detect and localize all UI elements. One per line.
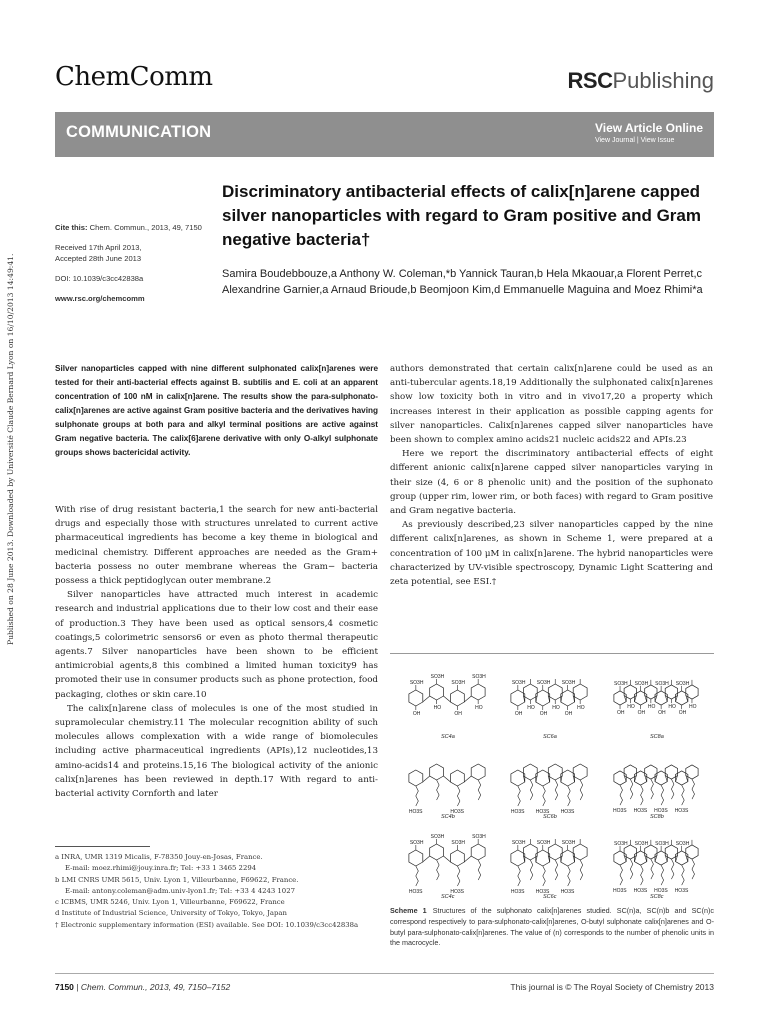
methylene-bridge — [423, 856, 430, 862]
phenyl-ring — [523, 764, 537, 780]
butyl-chain — [416, 866, 419, 886]
sulfonate-label: HO3S — [654, 808, 668, 815]
hydroxyl-label: HO — [668, 704, 676, 711]
hydroxyl-label: HO — [475, 705, 483, 711]
phenyl-ring — [561, 690, 575, 706]
scheme-divider — [390, 653, 714, 654]
doi[interactable]: DOI: 10.1039/c3cc42838a — [55, 274, 144, 283]
phenyl-ring — [451, 850, 465, 866]
sulfonate-label: HO3S — [408, 809, 423, 815]
sulfonate-label: SO3H — [634, 840, 649, 847]
phenyl-ring — [451, 770, 465, 786]
butyl-chain — [661, 865, 664, 885]
phenyl-ring — [523, 684, 537, 700]
sulfonate-label: SO3H — [675, 840, 690, 847]
sulfonate-label: HO3S — [613, 888, 627, 895]
sulfonate-label: SO3H — [655, 680, 669, 687]
butyl-chain — [620, 785, 623, 805]
butyl-chain — [437, 860, 440, 880]
butyl-chain — [543, 866, 546, 886]
hydroxyl-label: OH — [514, 711, 523, 717]
body-column-left — [55, 503, 378, 801]
paragraph: Silver nanoparticles have attracted much interest in academic research and industrial applications due to their low cost and their ease of production.3 They have been used as optical sensors,4 cosmetic coatings,5 colorimetric sensors6 or even as photo thermal therapeutic agents.7 Silver nanoparticles have been shown to be efficient antimicrobial agents,8 this combined a limited human toxicity9 has promoted their use in consumer products such as phone protection, food packaging, clothes or skin care.10 — [55, 590, 378, 700]
butyl-chain — [580, 780, 583, 800]
compound-label: SC4b — [441, 814, 455, 820]
butyl-chain — [682, 865, 685, 885]
view-article-online-link[interactable]: View Article Online — [594, 121, 703, 135]
phenyl-ring — [573, 764, 587, 780]
sulfonate-label: SO3H — [536, 680, 551, 686]
phenyl-ring — [686, 765, 698, 779]
hydroxyl-label: OH — [617, 710, 625, 717]
body-column-right — [390, 362, 713, 589]
phenyl-ring — [471, 844, 485, 860]
hydroxyl-label: OH — [637, 710, 646, 717]
phenyl-ring — [536, 850, 550, 866]
methylene-bridge — [423, 696, 430, 702]
sulfonate-label: SO3H — [561, 840, 576, 846]
butyl-chain — [661, 785, 664, 805]
hydroxyl-label: OH — [564, 711, 573, 717]
author-list: Samira Boudebbouze,a Anthony W. Coleman,*b Yannick Tauran,b Hela Mkaouar,a Florent Perret,c Alexandrine Garnier,a Arnaud Brioude,b Beomjoon Kim,d Emmanuelle Maguina and Moez Rhimi*a — [222, 268, 703, 296]
methylene-bridge — [464, 776, 471, 782]
phenyl-ring — [573, 684, 587, 700]
butyl-chain — [641, 785, 644, 805]
hydroxyl-label: HO — [433, 705, 442, 711]
butyl-chain — [437, 780, 440, 800]
butyl-chain — [416, 786, 419, 806]
methylene-bridge — [464, 696, 471, 702]
view-links: View Article Online View Journal | View Issue — [594, 121, 703, 144]
phenyl-ring — [536, 690, 550, 706]
view-issue-link[interactable]: View Issue — [640, 137, 675, 144]
sulfonate-label: HO3S — [450, 889, 465, 895]
publisher-logo: RSCPublishing — [567, 68, 714, 93]
phenyl-ring — [511, 850, 525, 866]
sulfonate-label: SO3H — [430, 834, 445, 840]
methylene-bridge — [464, 856, 471, 862]
hydroxyl-label: OH — [539, 711, 548, 717]
footer-citation: Chem. Commun., 2013, 49, 7150–7152 — [80, 982, 231, 992]
sulfonate-label: HO3S — [613, 808, 627, 815]
sulfonate-label: HO3S — [633, 888, 648, 895]
butyl-chain — [568, 866, 571, 886]
phenyl-ring — [511, 770, 525, 786]
calixarene-structures — [395, 662, 713, 902]
phenyl-ring — [548, 764, 562, 780]
compound-label: SC8c — [650, 894, 664, 900]
view-journal-link[interactable]: View Journal — [594, 137, 635, 144]
footnote: E-mail: antony.coleman@adm.univ-lyon1.fr; Tel: +33 4 4243 1027 — [65, 886, 295, 895]
page-footer-left: 7150 | Chem. Commun., 2013, 49, 7150–7152 — [55, 982, 231, 992]
butyl-chain — [478, 780, 481, 800]
butyl-chain — [568, 786, 571, 806]
sulfonate-label: SO3H — [511, 840, 526, 846]
compound-label: SC6c — [543, 894, 557, 900]
phenyl-ring — [686, 685, 698, 699]
download-note: Published on 28 June 2013. Downloaded by Université Claude Bernard Lyon on 16/10/2013 14:49:41. — [6, 253, 15, 645]
footnote: d Institute of Industrial Science, University of Tokyo, Tokyo, Japan — [55, 909, 287, 918]
phenyl-ring — [430, 764, 444, 780]
butyl-chain — [641, 865, 644, 885]
sulfonate-label: SO3H — [409, 680, 424, 686]
journal-title: ChemComm — [55, 62, 213, 92]
methylene-bridge — [443, 696, 450, 702]
butyl-chain — [580, 860, 583, 880]
methylene-bridge — [423, 776, 430, 782]
sulfonate-label: SO3H — [536, 840, 551, 846]
phenyl-ring — [561, 770, 575, 786]
compound-label: SC8b — [650, 814, 664, 820]
copyright: This journal is © The Royal Society of Chemistry 2013 — [510, 982, 714, 992]
hydroxyl-label: OH — [678, 710, 687, 717]
footnote: c ICBMS, UMR 5246, Univ. Lyon 1, Villeurbanne, F69622, France — [55, 898, 285, 907]
compound-label: SC6b — [543, 814, 557, 820]
hydroxyl-label: OH — [454, 711, 462, 717]
citation: Cite this: Chem. Commun., 2013, 49, 7150 — [55, 223, 202, 232]
sulfonate-label: SO3H — [430, 674, 445, 680]
sulfonate-label: SO3H — [634, 680, 649, 687]
hydroxyl-label: OH — [658, 710, 666, 717]
butyl-chain — [543, 786, 546, 806]
sulfonate-label: SO3H — [655, 840, 669, 847]
scheme-caption: Scheme 1 Structures of the sulphonato calix[n]arenes studied. SC(n)a, SC(n)b and SC(n)c correspond respectively to para-sulphonato-calix[n]arenes, O-butyl sulphonate calix[n]arenes and O-butyl para-sulphonato-calix[n]arenes. The value of (n) corresponds to the number of phenolic units in the macrocycle. — [390, 906, 714, 948]
phenyl-ring — [511, 690, 525, 706]
butyl-chain — [530, 860, 533, 880]
butyl-chain — [630, 859, 633, 879]
compound-label: SC6a — [543, 734, 557, 740]
butyl-chain — [692, 859, 695, 879]
page-number: 7150 — [55, 982, 74, 992]
sulfonate-label: HO3S — [535, 809, 550, 815]
paragraph: Here we report the discriminatory antibacterial effects of eight different anionic calix[n]arene capped silver nanoparticles varying in their size (4, 6 or 8 phenolic unit) and the position of the suphonato group (upper rim, lower rim, or both faces) with regard to Gram positive and Gram negative bacteria. — [390, 449, 713, 517]
paragraph: The calix[n]arene class of molecules is one of the most studied in supramolecular chemistry.11 The molecular recognition ability of such molecules allows complexation with a wide range of biomolecules including active pharmaceutical ingredients (APIs),12 nucleotides,13 amino-acids14 and proteins.15,16 The biological activity of the anionic calix[n]arenes has been reviewed in depth.17 With regard to anti-bacterial activity Cornforth and later — [55, 703, 378, 800]
butyl-chain — [692, 779, 695, 799]
footnote: E-mail: moez.rhimi@jouy.inra.fr; Tel: +33 1 3465 2294 — [65, 864, 257, 873]
butyl-chain — [630, 779, 633, 799]
hydroxyl-label: HO — [527, 705, 535, 711]
butyl-chain — [671, 779, 674, 799]
sulfonate-label: SO3H — [614, 840, 628, 847]
hydroxyl-label: OH — [412, 711, 421, 717]
sulfonate-label: SO3H — [675, 680, 690, 687]
sulfonate-label: SO3H — [472, 834, 486, 840]
hydroxyl-label: HO — [688, 704, 697, 711]
sulfonate-label: HO3S — [674, 888, 689, 895]
article-title: Discriminatory antibacterial effects of calix[n]arene capped silver nanoparticles with regard to Gram positive and Gram negative bacteria† — [222, 182, 701, 249]
footnote-divider — [55, 846, 150, 847]
footnote: b LMI CNRS UMR 5615, Univ. Lyon 1, Villeurbanne, F69622, France. — [55, 875, 299, 884]
butyl-chain — [478, 860, 481, 880]
butyl-chain — [651, 779, 654, 799]
phenyl-ring — [548, 684, 562, 700]
abstract: Silver nanoparticles capped with nine different sulphonated calix[n]arenes were tested for their anti-bacterial effects against B. subtilis and E. coli at an apparent concentration of 100 nM in calix[n]arene. The results show the para-sulphonato-calix[n]arenes are active against Gram positive bacteria and the derivatives having sulphonate groups at both para and alkyl terminal positions are active against Gram negative bacteria. The calix[6]arene derivative with only O-alkyl sulphonate groups shows bactericidal activity. — [55, 364, 378, 457]
butyl-chain — [671, 859, 674, 879]
sulfonate-label: HO3S — [560, 889, 575, 895]
sulfonate-label: SO3H — [409, 840, 424, 846]
hydroxyl-label: HO — [647, 704, 656, 711]
phenyl-ring — [409, 850, 423, 866]
compound-label: SC4a — [441, 734, 455, 740]
sulfonate-label: HO3S — [535, 889, 550, 895]
dates: Received 17th April 2013, Accepted 28th June 2013 — [55, 243, 142, 263]
phenyl-ring — [561, 850, 575, 866]
phenyl-ring — [471, 764, 485, 780]
footnotes — [55, 852, 378, 931]
butyl-chain — [518, 786, 521, 806]
sulfonate-label: HO3S — [510, 809, 525, 815]
compound-label: SC8a — [650, 734, 664, 740]
footnote: † Electronic supplementary information (ESI) available. See DOI: 10.1039/c3cc42838a — [55, 920, 359, 929]
sulfonate-label: HO3S — [510, 889, 525, 895]
sulfonate-label: HO3S — [408, 889, 423, 895]
butyl-chain — [555, 780, 558, 800]
butyl-chain — [518, 866, 521, 886]
journal-url[interactable]: www.rsc.org/chemcomm — [55, 294, 145, 303]
scheme-1-figure — [395, 662, 713, 902]
hydroxyl-label: HO — [577, 705, 585, 711]
sulfonate-label: SO3H — [451, 840, 466, 846]
article-type-banner — [55, 112, 714, 157]
sulfonate-label: HO3S — [450, 809, 465, 815]
sulfonate-label: SO3H — [614, 680, 628, 687]
phenyl-ring — [430, 684, 444, 700]
phenyl-ring — [536, 770, 550, 786]
methylene-bridge — [443, 776, 450, 782]
phenyl-ring — [686, 845, 698, 859]
paragraph: With rise of drug resistant bacteria,1 the search for new anti-bacterial drugs and especially those with structures unrelated to current active pharmaceutical ingredients has become a key theme in biological and medicinal chemistry. Different approaches are needed as the Gram+ bacteria possess no outer membrane whereas the Gram− bacteria possess a thick peptidoglycan outer membrane.2 — [55, 505, 378, 587]
butyl-chain — [555, 860, 558, 880]
article-metadata — [55, 222, 215, 313]
paragraph: authors demonstrated that certain calix[n]arene could be used as an anti-tubercular agents.18,19 Additionally the sulphonated calix[n]arenes show low toxicity both in vitro and in vivo17,20 a property which increases interest in their application as possible capping agents for silver nanoparticles. Calix[n]arenes capped silver nanoparticles have been shown to complex amino acids21 nucleic acids22 and APIs.23 — [390, 364, 713, 446]
butyl-chain — [620, 865, 623, 885]
paragraph: As previously described,23 silver nanoparticles capped by the nine different calix[n]arenes, as shown in Scheme 1, were prepared at a concentration of 100 μM in calix[n]arene. The hybrid nanoparticles were characterized by UV-visible spectroscopy, Dynamic Light Scattering and zeta potential, see ESI.† — [390, 520, 713, 588]
butyl-chain — [530, 780, 533, 800]
phenyl-ring — [471, 684, 485, 700]
butyl-chain — [651, 859, 654, 879]
phenyl-ring — [409, 690, 423, 706]
compound-label: SC4c — [441, 894, 455, 900]
sulfonate-label: HO3S — [633, 808, 648, 815]
sulfonate-label: HO3S — [560, 809, 575, 815]
phenyl-ring — [548, 844, 562, 860]
footnote: a INRA, UMR 1319 Micalis, F-78350 Jouy-en-Josas, France. — [55, 853, 263, 861]
methylene-bridge — [443, 856, 450, 862]
footer-divider — [55, 973, 714, 974]
sulfonate-label: HO3S — [654, 888, 668, 895]
sulfonate-label: SO3H — [472, 674, 486, 680]
article-type: COMMUNICATION — [66, 123, 212, 141]
sulfonate-label: HO3S — [674, 808, 689, 815]
sulfonate-label: SO3H — [561, 680, 576, 686]
phenyl-ring — [409, 770, 423, 786]
phenyl-ring — [523, 844, 537, 860]
butyl-chain — [682, 785, 685, 805]
phenyl-ring — [573, 844, 587, 860]
phenyl-ring — [430, 844, 444, 860]
sulfonate-label: SO3H — [451, 680, 466, 686]
hydroxyl-label: HO — [552, 705, 560, 711]
butyl-chain — [457, 786, 460, 806]
phenyl-ring — [451, 690, 465, 706]
butyl-chain — [457, 866, 460, 886]
hydroxyl-label: HO — [627, 704, 635, 711]
sulfonate-label: SO3H — [511, 680, 526, 686]
